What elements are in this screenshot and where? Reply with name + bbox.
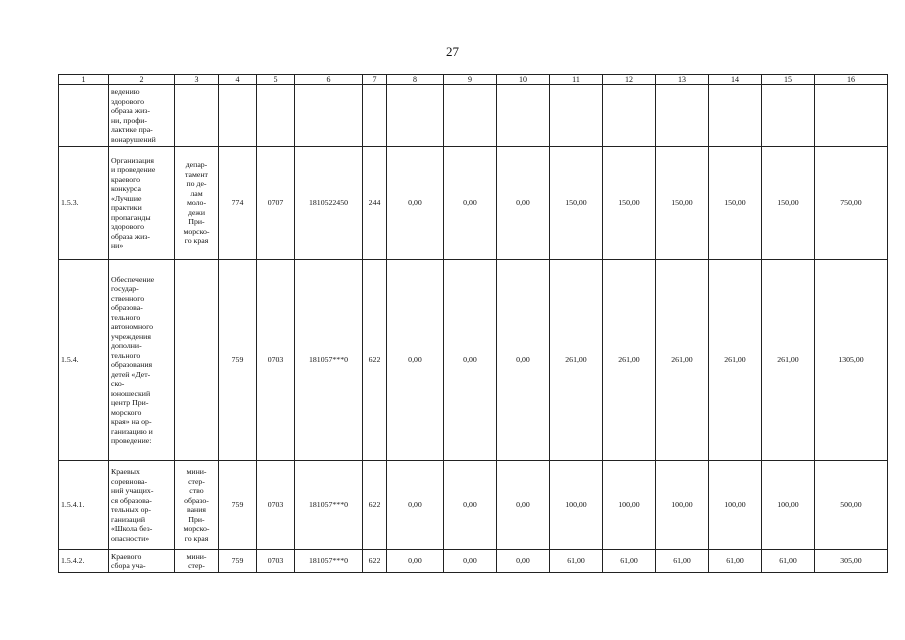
cell-c9 xyxy=(444,85,497,147)
cell-c8: 0,00 xyxy=(387,550,444,573)
cell-c11: 61,00 xyxy=(550,550,603,573)
cell-c10: 0,00 xyxy=(497,550,550,573)
cell-c12: 61,00 xyxy=(603,550,656,573)
cell-c9: 0,00 xyxy=(444,147,497,260)
cell-c10 xyxy=(497,85,550,147)
cell-c6: 181057***0 xyxy=(295,260,363,461)
cell-c8: 0,00 xyxy=(387,461,444,550)
cell-c7 xyxy=(363,85,387,147)
cell-c15: 150,00 xyxy=(762,147,815,260)
cell-c15: 61,00 xyxy=(762,550,815,573)
table-row xyxy=(59,260,888,461)
cell-c8: 0,00 xyxy=(387,260,444,461)
cell-c6 xyxy=(295,85,363,147)
cell-c10: 0,00 xyxy=(497,260,550,461)
column-header-7: 7 xyxy=(363,75,387,85)
cell-c12: 100,00 xyxy=(603,461,656,550)
column-header-11: 11 xyxy=(550,75,603,85)
cell-c12: 150,00 xyxy=(603,147,656,260)
cell-c12 xyxy=(603,85,656,147)
cell-c5: 0703 xyxy=(257,550,295,573)
cell-executor: депар- тамент по де- лам моло- дежи При- морско- го края xyxy=(175,147,219,260)
cell-c13: 150,00 xyxy=(656,147,709,260)
cell-c14 xyxy=(709,85,762,147)
column-header-15: 15 xyxy=(762,75,815,85)
header-row xyxy=(59,75,888,85)
column-header-4: 4 xyxy=(219,75,257,85)
cell-c13 xyxy=(656,85,709,147)
cell-c13: 261,00 xyxy=(656,260,709,461)
cell-c5: 0707 xyxy=(257,147,295,260)
cell-executor xyxy=(175,260,219,461)
cell-executor xyxy=(175,85,219,147)
cell-c8: 0,00 xyxy=(387,147,444,260)
cell-c6: 181057***0 xyxy=(295,461,363,550)
cell-c11: 150,00 xyxy=(550,147,603,260)
cell-c6: 1810522450 xyxy=(295,147,363,260)
column-header-14: 14 xyxy=(709,75,762,85)
column-header-3: 3 xyxy=(175,75,219,85)
cell-c7: 622 xyxy=(363,260,387,461)
page-number: 27 xyxy=(446,44,459,59)
cell-c7: 622 xyxy=(363,461,387,550)
budget-table xyxy=(58,74,888,573)
cell-c15 xyxy=(762,85,815,147)
cell-executor: мини- стер- ство образо- вания При- морско- го края xyxy=(175,461,219,550)
cell-c11: 100,00 xyxy=(550,461,603,550)
cell-c7: 622 xyxy=(363,550,387,573)
column-header-12: 12 xyxy=(603,75,656,85)
cell-c5: 0703 xyxy=(257,260,295,461)
table-body xyxy=(59,85,888,573)
cell-c4: 759 xyxy=(219,550,257,573)
cell-c15: 100,00 xyxy=(762,461,815,550)
cell-c9: 0,00 xyxy=(444,260,497,461)
cell-code xyxy=(59,85,109,147)
cell-name: Краевого сбора уча- xyxy=(109,550,175,573)
cell-c4: 759 xyxy=(219,260,257,461)
cell-c14: 100,00 xyxy=(709,461,762,550)
column-header-10: 10 xyxy=(497,75,550,85)
column-header-6: 6 xyxy=(295,75,363,85)
column-header-16: 16 xyxy=(815,75,888,85)
cell-c11: 261,00 xyxy=(550,260,603,461)
table-row xyxy=(59,461,888,550)
column-header-8: 8 xyxy=(387,75,444,85)
cell-c8 xyxy=(387,85,444,147)
column-header-9: 9 xyxy=(444,75,497,85)
cell-code: 1.5.4. xyxy=(59,260,109,461)
cell-c16: 750,00 xyxy=(815,147,888,260)
cell-code: 1.5.4.2. xyxy=(59,550,109,573)
column-header-1: 1 xyxy=(59,75,109,85)
cell-c12: 261,00 xyxy=(603,260,656,461)
cell-c10: 0,00 xyxy=(497,461,550,550)
cell-code: 1.5.3. xyxy=(59,147,109,260)
table-row xyxy=(59,147,888,260)
cell-c7: 244 xyxy=(363,147,387,260)
table-row xyxy=(59,550,888,573)
cell-c9: 0,00 xyxy=(444,461,497,550)
cell-c13: 100,00 xyxy=(656,461,709,550)
cell-c16: 500,00 xyxy=(815,461,888,550)
cell-c13: 61,00 xyxy=(656,550,709,573)
cell-name: ведению здорового образа жиз- ни, профи- лактике пра- вонарушений xyxy=(109,85,175,147)
cell-c16: 1305,00 xyxy=(815,260,888,461)
cell-code: 1.5.4.1. xyxy=(59,461,109,550)
column-header-5: 5 xyxy=(257,75,295,85)
column-header-13: 13 xyxy=(656,75,709,85)
cell-c14: 61,00 xyxy=(709,550,762,573)
cell-name: Организация и проведение краевого конкурса «Лучшие практики пропаганды здорового образа жиз- ни» xyxy=(109,147,175,260)
cell-c9: 0,00 xyxy=(444,550,497,573)
cell-c15: 261,00 xyxy=(762,260,815,461)
cell-c5: 0703 xyxy=(257,461,295,550)
cell-c14: 150,00 xyxy=(709,147,762,260)
cell-c4 xyxy=(219,85,257,147)
cell-name: Обеспечение государ- ственного образова- тельного автономного учреждения дополни- тельного образования детей «Дет- ско- юношеский центр При- морского края» на ор- ганизацию и проведение: xyxy=(109,260,175,461)
cell-c10: 0,00 xyxy=(497,147,550,260)
cell-c14: 261,00 xyxy=(709,260,762,461)
cell-c5 xyxy=(257,85,295,147)
table-row xyxy=(59,85,888,147)
cell-c4: 759 xyxy=(219,461,257,550)
cell-c4: 774 xyxy=(219,147,257,260)
cell-c16 xyxy=(815,85,888,147)
cell-c16: 305,00 xyxy=(815,550,888,573)
column-header-2: 2 xyxy=(109,75,175,85)
cell-executor: мини- стер- xyxy=(175,550,219,573)
cell-name: Краевых соревнова- ний учащих- ся образова- тельных ор- ганизаций «Школа без- опасности» xyxy=(109,461,175,550)
cell-c6: 181057***0 xyxy=(295,550,363,573)
cell-c11 xyxy=(550,85,603,147)
